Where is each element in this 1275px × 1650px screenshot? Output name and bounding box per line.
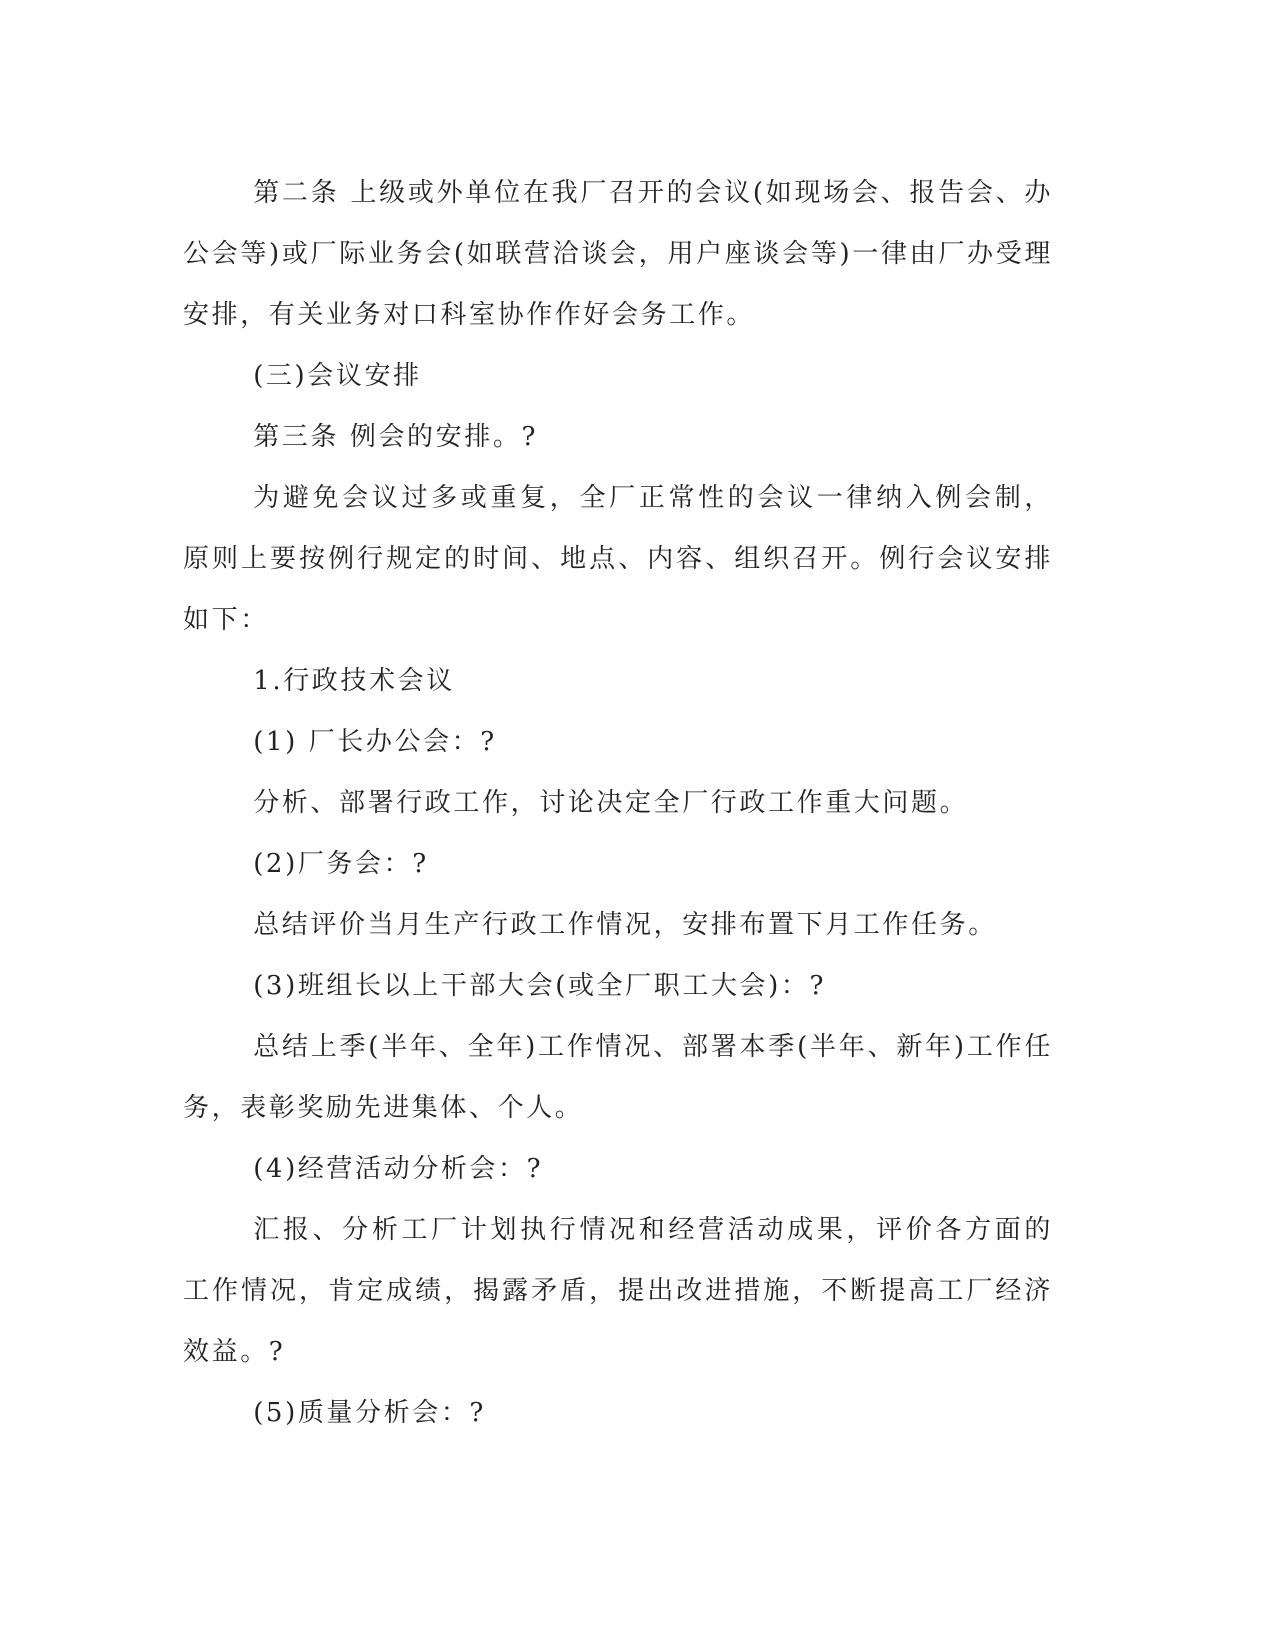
section-heading-meeting-arrangement: (三)会议安排 [253,361,422,391]
document-body [183,163,1053,1444]
item-body-director-office-meeting: 分析、部署行政工作，讨论决定全厂行政工作重大问题。 [253,788,969,818]
item-heading-business-analysis-meeting: (4)经营活动分析会：? [253,1154,544,1184]
item-heading-quality-analysis-meeting: (5)质量分析会：? [253,1398,486,1428]
item-body-cadre-meeting: 总结上季(半年、全年)工作情况、部署本季(半年、新年)工作任务，表彰奖励先进集体、个人。 [183,1032,1053,1123]
item-body-factory-affairs-meeting: 总结评价当月生产行政工作情况，安排布置下月工作任务。 [253,910,997,940]
item-body-business-analysis-meeting: 汇报、分析工厂计划执行情况和经营活动成果，评价各方面的工作情况，肯定成绩，揭露矛盾，提出改进措施，不断提高工厂经济效益。? [183,1215,1053,1367]
item-heading-factory-affairs-meeting: (2)厂务会：? [253,849,429,879]
paragraph-regular-meeting-rule: 为避免会议过多或重复，全厂正常性的会议一律纳入例会制，原则上要按例行规定的时间、地点、内容、组织召开。例行会议安排如下： [183,483,1053,635]
item-heading-director-office-meeting: (1) 厂长办公会：? [253,727,497,757]
paragraph-article-2: 第二条 上级或外单位在我厂召开的会议(如现场会、报告会、办公会等)或厂际业务会(如联营洽谈会，用户座谈会等)一律由厂办受理安排，有关业务对口科室协作作好会务工作。 [183,178,1053,330]
item-heading-cadre-meeting: (3)班组长以上干部大会(或全厂职工大会)：? [253,971,827,1001]
paragraph-article-3: 第三条 例会的安排。? [253,422,538,452]
subheading-admin-tech-meetings: 1.行政技术会议 [253,666,455,696]
